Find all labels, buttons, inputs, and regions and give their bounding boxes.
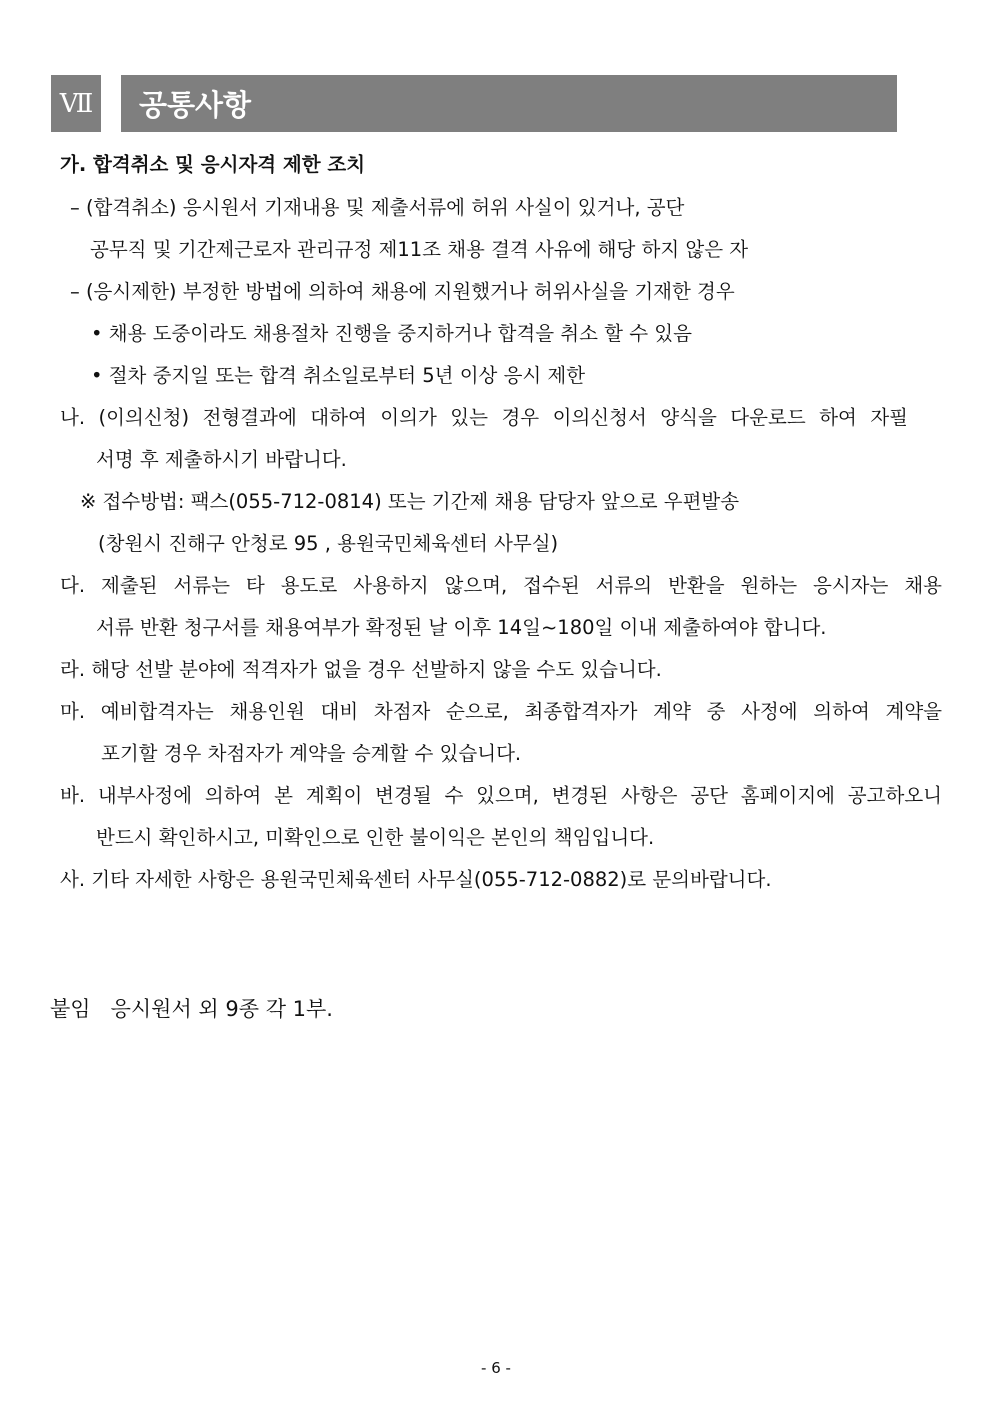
heading-ga: 가. 합격취소 및 응시자격 제한 조치 (60, 153, 366, 176)
da-line-2: 서류 반환 청구서를 채용여부가 확정된 날 이후 14일~180일 이내 제출하여야 합니다. (96, 616, 827, 639)
na-note-line-1: ※ 접수방법: 팩스(055-712-0814) 또는 기간제 채용 담당자 앞으로 우편발송 (80, 490, 740, 513)
na-line-1: 나. (이의신청) 전형결과에 대하여 이의가 있는 경우 이의신청서 양식을 다운로드 하여 자필 (60, 406, 908, 429)
na-line-2: 서명 후 제출하시기 바랍니다. (96, 448, 347, 471)
ra-line: 라. 해당 선발 분야에 적격자가 없을 경우 선발하지 않을 수도 있습니다. (60, 658, 662, 681)
section-title: 공통사항 (121, 75, 897, 132)
ga-restrict-line: – (응시제한) 부정한 방법에 의하여 채용에 지원했거나 허위사실을 기재한 경우 (70, 280, 735, 303)
ga-bullet-2: • 절차 중지일 또는 합격 취소일로부터 5년 이상 응시 제한 (91, 364, 586, 387)
ba-line-2: 반드시 확인하시고, 미확인으로 인한 불이익은 본인의 책임입니다. (96, 826, 655, 849)
ma-line-1: 마. 예비합격자는 채용인원 대비 차점자 순으로, 최종합격자가 계약 중 사정에 의하여 계약을 (60, 700, 942, 723)
ma-line-2: 포기할 경우 차점자가 계약을 승계할 수 있습니다. (101, 742, 522, 765)
attachment-note: 붙임 응시원서 외 9종 각 1부. (50, 997, 333, 1021)
ga-bullet-1: • 채용 도중이라도 채용절차 진행을 중지하거나 합격을 취소 할 수 있음 (91, 322, 692, 345)
na-note-line-2: (창원시 진해구 안청로 95 , 용원국민체육센터 사무실) (98, 532, 559, 555)
sa-line: 사. 기타 자세한 사항은 용원국민체육센터 사무실(055-712-0882)로 문의바랍니다. (60, 868, 772, 891)
page-number: - 6 - (481, 1359, 511, 1377)
da-line-1: 다. 제출된 서류는 타 용도로 사용하지 않으며, 접수된 서류의 반환을 원하는 응시자는 채용 (60, 574, 942, 597)
ba-line-1: 바. 내부사정에 의하여 본 계획이 변경될 수 있으며, 변경된 사항은 공단 홈페이지에 공고하오니 (60, 784, 942, 807)
section-number: Ⅶ (51, 75, 101, 132)
ga-cancel-line-2: 공무직 및 기간제근로자 관리규정 제11조 채용 결격 사유에 해당 하지 않은 자 (90, 238, 749, 261)
ga-cancel-line-1: – (합격취소) 응시원서 기재내용 및 제출서류에 허위 사실이 있거나, 공단 (70, 196, 685, 219)
